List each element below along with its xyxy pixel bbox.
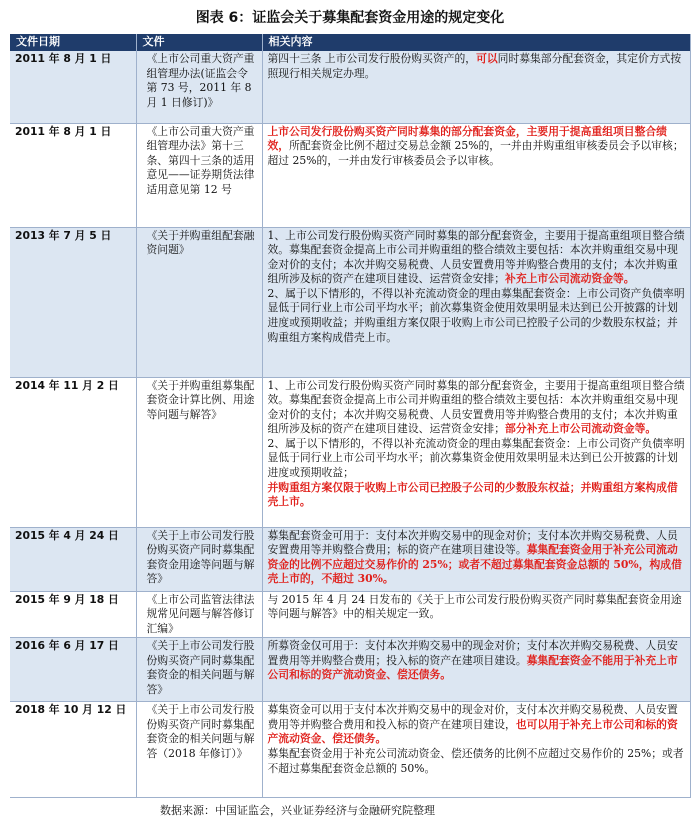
content-text: 1、上市公司发行股份购买资产同时募集的部分配套资金，主要用于提高重组项目整合绩效。募集配套资金提高上市公司并购重组的整合绩效主要包括：本次并购重组交易中现金对价的支付；本次并购交易税费、人员安置费用等并购整合费用的支付；本次并购重组所涉及标的资产在建项目建设、运营资金安排； <box>267 228 685 286</box>
highlighted-text: 也可以用于补充上市公司和标的资产流动资金、偿还债务。 <box>267 717 678 746</box>
header-content: 相关内容 <box>262 34 690 51</box>
row-content <box>262 527 690 591</box>
row-date: 2015 年 4 月 24 日 <box>10 527 136 591</box>
row-content <box>262 591 690 638</box>
row-date: 2013 年 7 月 5 日 <box>10 227 136 377</box>
row-content <box>262 123 690 227</box>
table-row <box>10 638 690 702</box>
regulation-table <box>10 34 691 798</box>
table-row <box>10 527 690 591</box>
table-row <box>10 377 690 527</box>
row-document: 《上市公司重大资产重组管理办法(证监会令第 73 号，2011 年 8 月 1 日修订)》 <box>136 51 262 123</box>
row-date: 2016 年 6 月 17 日 <box>10 638 136 702</box>
row-date: 2014 年 11 月 2 日 <box>10 377 136 527</box>
row-content <box>262 702 690 798</box>
content-text: 与 2015 年 4 月 24 日发布的《关于上市公司发行股份购买资产同时募集配套资金用途等问题与解答》中的相关规定一致。 <box>267 592 682 621</box>
source-note: 数据来源：中国证监会，兴业证券经济与金融研究院整理 <box>160 804 435 818</box>
content-text: 募集资金可以用于支付本次并购交易中的现金对价，支付本次并购交易税费、人员安置费用等并购整合费用和投入标的资产在建项目建设， <box>267 703 678 731</box>
header-date: 文件日期 <box>10 34 136 51</box>
content-text: 所募资金仅可用于：支付本次并购交易中的现金对价；支付本次并购交易税费、人员安置费用等并购整合费用；投入标的资产在建项目建设。 <box>267 639 678 667</box>
highlighted-text: 并购重组方案仅限于收购上市公司已控股子公司的少数股东权益；并购重组方案构成借壳上市。 <box>267 480 678 509</box>
content-text: 2、属于以下情形的，不得以补充流动资金的理由募集配套资金：上市公司资产负债率明显低于同行业上市公司平均水平；前次募集资金使用效果明显未达到已公开披露的计划进度或预期收益；并购重组方案仅限于收购上市公司已控股子公司的少数股东权益；并购重组方案构成借壳上市。 <box>267 286 685 344</box>
content-text: 1、上市公司发行股份购买资产同时募集的部分配套资金，主要用于提高重组项目整合绩效。募集配套资金提高上市公司并购重组的整合绩效主要包括：本次并购重组交易中现金对价的支付；本次并购交易税费、人员安置费用等并购整合费用的支付；本次并购重组所涉及标的资产在建项目建设、运营资金安排； <box>267 378 685 436</box>
table-row <box>10 227 690 377</box>
row-document: 《上市公司重大资产重组管理办法》第十三条、第四十三条的适用意见——证券期货法律适用意见第 12 号 <box>136 123 262 227</box>
table-header-row <box>10 34 690 51</box>
row-document: 《关于上市公司发行股份购买资产同时募集配套资金的相关问题与解答（2018 年修订）》 <box>136 702 262 798</box>
header-document: 文件 <box>136 34 262 51</box>
row-content <box>262 638 690 702</box>
highlighted-text: 部分补充上市公司流动资金等。 <box>505 422 657 436</box>
row-date: 2011 年 8 月 1 日 <box>10 51 136 123</box>
content-text: 募集配套资金用于补充公司流动资金、偿还债务的比例不应超过交易作价的 25%；或者不超过募集配套资金总额的 50%。 <box>267 747 684 775</box>
highlighted-text: 补充上市公司流动资金等。 <box>505 272 635 286</box>
row-document: 《关于上市公司发行股份购买资产同时募集配套资金的相关问题与解答》 <box>136 638 262 702</box>
highlighted-text: 募集配套资金用于补充公司流动资金的比例不应超过交易作价的 25%；或者不超过募集配套资金总额的 50%，构成借壳上市的，不超过 30%。 <box>267 543 682 586</box>
figure-title: 图表 6：证监会关于募集配套资金用途的规定变化 <box>195 10 505 26</box>
row-document: 《关于并购重组募集配套资金计算比例、用途等问题与解答》 <box>136 377 262 527</box>
content-text: 募集配套资金可用于：支付本次并购交易中的现金对价；支付本次并购交易税费、人员安置费用等并购整合费用；标的资产在建项目建设等。 <box>267 528 678 557</box>
highlighted-text: 可以 <box>476 52 498 65</box>
content-text: 同时募集部分配套资金，其定价方式按照现行相关规定办理。 <box>267 52 682 80</box>
row-content <box>262 227 690 377</box>
row-document: 《上市公司监管法律法规常见问题与解答修订汇编》 <box>136 591 262 638</box>
table-row <box>10 591 690 638</box>
row-date: 2018 年 10 月 12 日 <box>10 702 136 798</box>
content-text: 第四十三条 上市公司发行股份购买资产的， <box>267 52 477 65</box>
row-document: 《关于上市公司发行股份购买资产同时募集配套资金用途等问题与解答》 <box>136 527 262 591</box>
highlighted-text: 上市公司发行股份购买资产同时募集的部分配套资金，主要用于提高重组项目整合绩效， <box>267 124 667 153</box>
row-date: 2011 年 8 月 1 日 <box>10 123 136 227</box>
table-row <box>10 702 690 798</box>
row-document: 《关于并购重组配套融资问题》 <box>136 227 262 377</box>
table-row <box>10 123 690 227</box>
content-text: 所配套资金比例不超过交易总金额 25%的，一并由并购重组审核委员会予以审核；超过 25%的，一并由发行审核委员会予以审核。 <box>267 139 684 167</box>
row-content <box>262 51 690 123</box>
content-text: 2、属于以下情形的，不得以补充流动资金的理由募集配套资金：上市公司资产负债率明显低于同行业上市公司平均水平；前次募集资金使用效果明显未达到已公开披露的计划进度或预期收益； <box>267 436 685 480</box>
row-date: 2015 年 9 月 18 日 <box>10 591 136 638</box>
table-row <box>10 51 690 123</box>
highlighted-text: 募集配套资金不能用于补充上市公司和标的资产流动资金、偿还债务。 <box>267 653 678 682</box>
row-content <box>262 377 690 527</box>
